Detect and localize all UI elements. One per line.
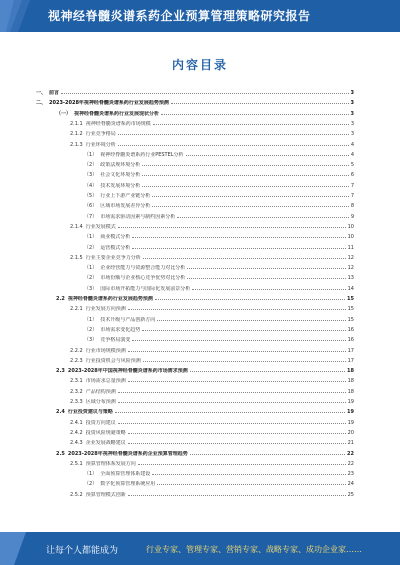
toc-entry[interactable] [70, 490, 354, 498]
toc-leader-dots [142, 330, 345, 331]
toc-entry-title: 视神经脊髓炎谱系药市场规模 [85, 120, 151, 127]
toc-leader-dots [132, 248, 345, 249]
toc-leader-dots [118, 227, 346, 228]
toc-entry-title: 2023-2028年视神经脊髓炎谱系药企业预算管理趋势 [67, 450, 188, 457]
toc-entry-page: 18 [347, 378, 354, 385]
toc-entry-number: （1） [84, 316, 98, 323]
toc-entry[interactable] [84, 315, 354, 323]
toc-leader-dots [115, 412, 345, 413]
toc-entry-number: 2.3.2 [70, 388, 83, 395]
page-footer [0, 532, 400, 565]
toc-leader-dots [128, 381, 346, 382]
toc-entry-number: （一） [56, 110, 72, 117]
toc-entry-title: 行业发展模式 [85, 223, 116, 230]
toc-entry[interactable] [36, 98, 354, 106]
toc-entry[interactable] [84, 232, 354, 240]
toc-entry-page: 14 [347, 285, 354, 292]
toc-entry[interactable] [84, 191, 354, 199]
toc-entry-page: 23 [347, 471, 354, 478]
toc-entry-page: 16 [347, 326, 354, 333]
toc-entry-page: 7 [350, 193, 354, 199]
toc-entry-number: （1） [84, 471, 98, 478]
toc-entry-title: 区域市场发展差异分析 [100, 203, 151, 210]
toc-entry[interactable] [84, 335, 354, 343]
toc-entry-title: 行业投资建议与策略 [67, 409, 113, 416]
toc-entry-title: 行业主要企业竞争力分析 [85, 254, 141, 261]
toc-leader-dots [132, 340, 345, 341]
toc-entry-title: 投资方向建议 [85, 419, 116, 426]
toc-entry-page: 10 [347, 234, 354, 241]
toc-entry[interactable] [56, 294, 354, 302]
toc-entry[interactable] [84, 243, 354, 251]
toc-entry[interactable] [56, 407, 354, 415]
toc-entry-page: 11 [347, 244, 354, 251]
toc-entry[interactable] [84, 212, 354, 220]
toc-leader-dots [153, 124, 349, 125]
toc-entry-page: 16 [347, 337, 354, 344]
toc-entry-page: 17 [347, 357, 354, 364]
toc-entry-page: 17 [347, 347, 354, 354]
toc-leader-dots [132, 237, 345, 238]
toc-entry-title: 投资风险规避策略 [85, 429, 126, 436]
toc-entry-number: 2.1.4 [70, 223, 83, 230]
toc-entry-page: 25 [347, 491, 354, 498]
toc-entry-page: 7 [350, 182, 354, 189]
toc-entry[interactable] [70, 304, 354, 312]
toc-entry[interactable] [84, 273, 354, 281]
toc-entry-page: 3 [350, 131, 354, 138]
toc-entry-number: 2.3.3 [70, 399, 83, 405]
toc-entry-title: 国际市场开拓能力与国际化发展前景分析 [100, 285, 191, 292]
toc-entry-number: （1） [84, 234, 98, 241]
toc-entry-number: 2.1.3 [70, 141, 83, 148]
toc-entry[interactable] [84, 201, 354, 209]
toc-entry-title: 企业发展战略建议 [85, 440, 126, 447]
toc-entry[interactable] [70, 129, 354, 137]
toc-entry-number: 2.1.5 [70, 254, 83, 261]
toc-entry-number: 2.4.1 [70, 419, 83, 426]
toc-entry-title: 前言 [49, 90, 60, 96]
toc-leader-dots [142, 165, 349, 166]
toc-entry-number: 2.4 [56, 409, 65, 416]
toc-entry-title: 行业发展方向预测 [85, 306, 126, 313]
toc-entry-title: 市场需求变化趋势 [100, 326, 141, 333]
toc-entry-title: 市场需求驱动因素与制约因素分析 [100, 213, 176, 220]
toc-entry[interactable] [70, 397, 354, 405]
toc-entry[interactable] [84, 325, 354, 333]
toc-entry-page: 12 [347, 265, 354, 272]
toc-leader-dots [152, 474, 345, 475]
toc-entry-title: 全面预算管理体系建设 [100, 471, 151, 478]
toc-leader-dots [143, 258, 346, 259]
toc-entry-page: 15 [347, 296, 354, 302]
toc-entry[interactable] [84, 479, 354, 487]
toc-entry[interactable] [84, 150, 354, 158]
toc-leader-dots [192, 289, 345, 290]
toc-entry-number: （3） [84, 172, 98, 179]
toc-leader-dots [142, 175, 349, 176]
toc-entry-title: 行业投资机会与风险预测 [85, 357, 141, 364]
toc-leader-dots [190, 454, 345, 455]
toc-entry-page: 8 [350, 203, 354, 210]
toc-leader-dots [161, 114, 348, 115]
toc-leader-dots [118, 402, 346, 403]
toc-entry-page: 19 [347, 419, 354, 426]
toc-entry-page: 3 [350, 110, 354, 117]
toc-entry-number: （2） [84, 275, 98, 282]
toc-leader-dots [118, 134, 349, 135]
toc-entry-title: 商业模式分析 [100, 234, 131, 241]
toc-entry[interactable] [84, 160, 354, 168]
toc-entry-number: 2.2.1 [70, 306, 83, 313]
toc-entry-title: 视神经脊髓炎谱系药行业发展趋势预测 [67, 296, 153, 302]
toc-leader-dots [118, 423, 346, 424]
toc-entry-number: 2.4.2 [70, 429, 83, 436]
toc-entry-number: （5） [84, 193, 98, 199]
toc-entry-number: （2） [84, 244, 98, 251]
toc-entry-page: 4 [350, 141, 354, 148]
toc-entry[interactable] [56, 366, 354, 374]
toc-entry-title: 市场需求总量预测 [85, 378, 126, 385]
toc-entry[interactable] [70, 428, 354, 436]
toc-leader-dots [138, 464, 346, 465]
toc-entry-title: 2023-2028年视神经脊髓炎谱系药行业发展趋势预测 [49, 100, 169, 107]
toc-leader-dots [152, 206, 349, 207]
footer-slogan: 让每个人都能成为 [46, 546, 119, 556]
toc-entry-page: 19 [347, 409, 354, 416]
toc-leader-dots [118, 392, 346, 393]
toc-entry-page: 3 [350, 120, 354, 127]
toc-entry-number: （1） [84, 151, 98, 158]
toc-entry-title: 企业经营能力与资源整合能力对比分析 [100, 265, 186, 272]
toc-entry[interactable] [56, 109, 354, 117]
toc-entry-title: 政策法规环境分析 [100, 162, 141, 169]
toc-entry-page: 9 [350, 213, 354, 220]
toc-entry[interactable] [70, 418, 354, 426]
toc-entry[interactable] [70, 459, 354, 467]
toc-leader-dots [128, 309, 346, 310]
toc-leader-dots [152, 196, 349, 197]
toc-entry-page: 15 [347, 306, 354, 313]
toc-entry-number: 一、 [36, 90, 47, 96]
toc-entry-title: 竞争格局演变 [100, 337, 131, 344]
toc-leader-dots [61, 93, 348, 94]
toc-entry[interactable] [70, 140, 354, 148]
toc-entry-page: 22 [347, 460, 354, 467]
toc-leader-dots [128, 443, 346, 444]
toc-entry-number: 2.1.1 [70, 120, 83, 127]
toc-entry[interactable] [70, 119, 354, 127]
toc-entry[interactable] [36, 88, 354, 96]
toc-entry-page: 22 [347, 450, 354, 457]
toc-entry-number: （2） [84, 326, 98, 333]
toc-entry[interactable] [70, 346, 354, 354]
toc-entry-page: 21 [347, 440, 354, 447]
toc-leader-dots [128, 495, 346, 496]
toc-entry-number: 2.2.2 [70, 347, 83, 354]
toc-entry[interactable] [70, 387, 354, 395]
toc-entry-title: 视神经脊髓炎谱系药行业发展现状分析 [74, 110, 160, 117]
toc-leader-dots [143, 361, 346, 362]
toc-entry-number: 2.3.1 [70, 378, 83, 385]
toc-entry-title: 行业竞争格局 [85, 131, 116, 138]
toc-leader-dots [118, 145, 349, 146]
toc-entry-page: 20 [347, 429, 354, 436]
toc-entry[interactable] [56, 449, 354, 457]
toc-entry-page: 15 [347, 316, 354, 323]
toc-entry-number: （4） [84, 182, 98, 189]
toc-entry-number: 2.2 [56, 296, 65, 302]
toc-leader-dots [187, 278, 345, 279]
toc-entry-number: 2.5.2 [70, 491, 83, 498]
toc-leader-dots [157, 484, 345, 485]
toc-leader-dots [186, 155, 349, 156]
toc-entry-title: 预算管理模式创新 [85, 491, 126, 498]
toc-entry-title: 区域分布预测 [85, 399, 116, 405]
toc-entry-page: 5 [350, 162, 354, 169]
toc-entry-title: 预算管理体系发展方向 [85, 460, 136, 467]
toc-heading: 内容目录 [171, 58, 228, 72]
toc-entry[interactable] [84, 170, 354, 178]
toc-entry-page: 3 [350, 90, 354, 96]
toc-leader-dots [177, 217, 349, 218]
toc-entry-number: 2.4.3 [70, 440, 83, 447]
toc-leader-dots [128, 433, 346, 434]
toc-entry-title: 行业上下游产业链分析 [100, 193, 151, 199]
toc-entry-title: 视神经脊髓炎谱系药行业PESTEL分析 [100, 151, 184, 158]
header-decoration-icon [0, 0, 34, 32]
toc-leader-dots [142, 186, 349, 187]
toc-entry-title: 社会文化环境分析 [100, 172, 141, 179]
toc-entry-number: （3） [84, 337, 98, 344]
toc-entry[interactable] [84, 284, 354, 292]
toc-entry-number: 2.5.1 [70, 460, 83, 467]
toc-entry-number: 2.2.3 [70, 357, 83, 364]
toc-entry-number: （7） [84, 213, 98, 220]
toc-entry[interactable] [70, 356, 354, 364]
footer-decoration-icon [0, 532, 40, 565]
toc-leader-dots [190, 371, 345, 372]
toc-entry-number: 2.5 [56, 450, 65, 457]
toc-entry-title: 技术发展环境分析 [100, 182, 141, 189]
toc-entry-number: （2） [84, 481, 98, 488]
toc-entry-title: 2023-2028年中国视神经脊髓炎谱系药市场需求预测 [67, 368, 188, 375]
toc-entry[interactable] [70, 222, 354, 230]
toc-entry[interactable] [70, 376, 354, 384]
toc-leader-dots [171, 103, 349, 104]
toc-entry-number: 2.1.2 [70, 131, 83, 138]
report-title: 视神经脊髓炎谱系药企业预算管理策略研究报告 [48, 9, 311, 23]
toc-entry-page: 18 [347, 368, 354, 375]
toc-entry-number: （1） [84, 265, 98, 272]
toc-entry-title: 技术升级与产品创新方向 [100, 316, 156, 323]
toc-entry-number: 二、 [36, 100, 47, 107]
toc-entry[interactable] [84, 263, 354, 271]
toc-entry[interactable] [84, 469, 354, 477]
toc-entry-title: 行业市场规模预测 [85, 347, 126, 354]
toc-entry-page: 19 [347, 399, 354, 405]
toc-entry-page: 3 [350, 100, 354, 107]
toc-entry[interactable] [84, 181, 354, 189]
toc-entry-page: 6 [350, 172, 354, 179]
toc-entry-number: （2） [84, 162, 98, 169]
toc-entry-number: 2.3 [56, 368, 65, 375]
toc-entry[interactable] [70, 253, 354, 261]
toc-entry-title: 市场份额与企业核心竞争优势对比分析 [100, 275, 186, 282]
toc-entry-page: 4 [350, 151, 354, 158]
toc-entry-title: 行业环境分析 [85, 141, 116, 148]
toc-entry[interactable] [70, 438, 354, 446]
toc-entry-page: 12 [347, 254, 354, 261]
toc-entry-page: 13 [347, 275, 354, 282]
toc-leader-dots [128, 351, 346, 352]
toc-entry-title: 数字化预算管理系统应用 [100, 481, 156, 488]
toc-entry-number: （6） [84, 203, 98, 210]
toc-leader-dots [187, 268, 345, 269]
toc-entry-title: 产品结构预测 [85, 388, 116, 395]
toc-entry-page: 10 [347, 223, 354, 230]
toc-leader-dots [155, 299, 345, 300]
toc-leader-dots [157, 320, 345, 321]
footer-tagline: 行业专家、管理专家、营销专家、战略专家、成功企业家…… [146, 545, 362, 554]
toc-entry-page: 24 [347, 481, 354, 488]
toc-entry-number: （3） [84, 285, 98, 292]
toc-entry-title: 运营模式分析 [100, 244, 131, 251]
page-header [0, 0, 400, 32]
toc-entry-page: 18 [347, 388, 354, 395]
